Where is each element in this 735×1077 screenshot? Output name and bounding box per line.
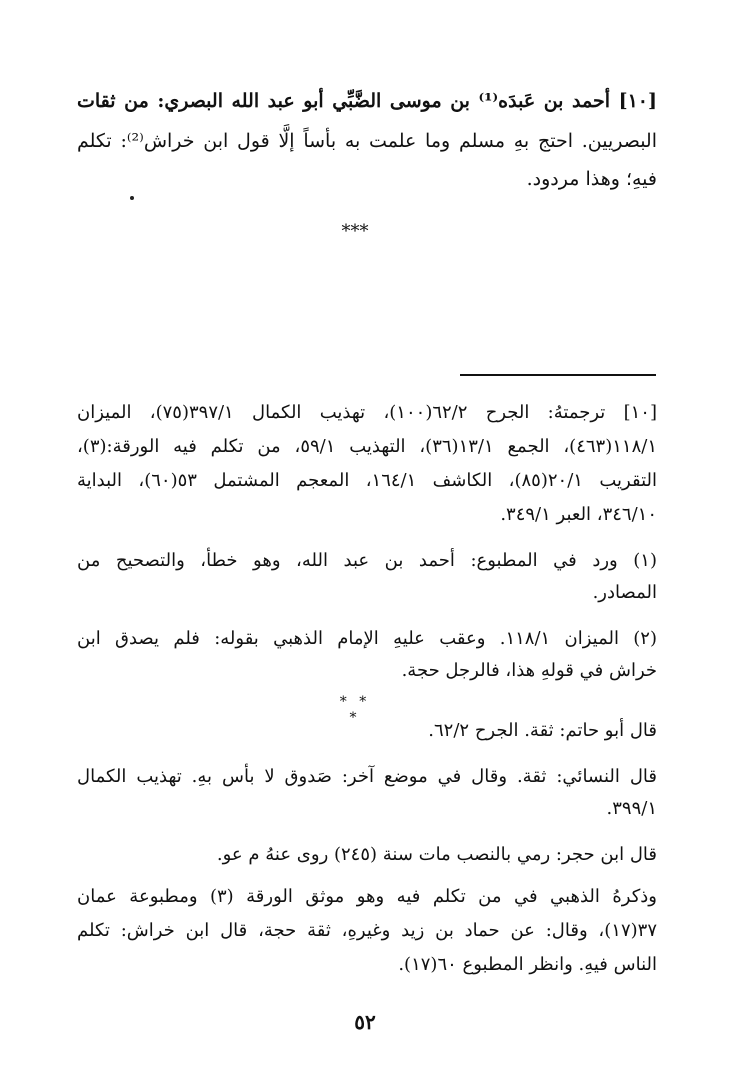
entry-line-2: البصريين. احتج بهِ مسلم وما علمت به بأساً إلَّا قول ابن خراش⁽²⁾: تكلم <box>77 130 657 152</box>
entry-line-1: [١٠] أحمد بن عَبدَه⁽¹⁾ بن موسى الضَّبِّي أبو عبد الله البصري: من ثقات <box>77 90 657 112</box>
section-ornament: *** <box>341 221 369 242</box>
addition-4-line-2: ٣٧(١٧)، وقال: عن حماد بن زيد وغيرهِ، ثقة حجة، قال ابن خراش: تكلم <box>77 920 657 941</box>
translation-line-1: [١٠] ترجمتهُ: الجرح ٦٢/٢(١٠٠)، تهذيب الكمال ٣٩٧/١(٧٥)، الميزان <box>77 402 657 423</box>
footnote-1-line-2: المصادر. <box>592 582 657 603</box>
stray-dot <box>130 196 134 200</box>
addition-2-line-2: ٣٩٩/١. <box>606 798 657 819</box>
addition-2-line-1: قال النسائي: ثقة. وقال في موضع آخر: صَدوق لا بأس بهِ. تهذيب الكمال <box>77 766 657 787</box>
addition-1: قال أبو حاتم: ثقة. الجرح ٦٢/٢. <box>428 720 657 741</box>
addition-4-line-3: الناس فيهِ. وانظر المطبوع ٦٠(١٧). <box>398 954 657 975</box>
translation-line-3: التقريب ٢٠/١(٨٥)، الكاشف ١٦٤/١، المعجم المشتمل ٥٣(٦٠)، البداية <box>77 470 657 491</box>
addition-4-line-1: وذكرهُ الذهبي في من تكلم فيه وهو موثق الورقة (٣) ومطبوعة عمان <box>77 886 657 907</box>
separator: * * * <box>339 694 371 726</box>
translation-line-4: ٣٤٦/١٠، العبر ٣٤٩/١. <box>500 504 657 525</box>
footnote-2-line-2: خراش في قولهِ هذا، فالرجل حجة. <box>401 660 657 681</box>
footnote-1-line-1: (١) ورد في المطبوع: أحمد بن عبد الله، وهو خطأ، والتصحيح من <box>77 550 657 571</box>
footnote-rule <box>460 374 656 376</box>
addition-3: قال ابن حجر: رمي بالنصب مات سنة (٢٤٥) روى عنهُ م عو. <box>216 844 657 865</box>
translation-line-2: ١١٨/١(٤٦٣)، الجمع ١٣/١(٣٦)، التهذيب ٥٩/١، من تكلم فيه الورقة:(٣)، <box>77 436 657 457</box>
page-number: ٥٢ <box>354 1010 376 1034</box>
entry-line-3: فيهِ؛ وهذا مردود. <box>526 168 657 190</box>
footnote-2-line-1: (٢) الميزان ١١٨/١. وعقب عليهِ الإمام الذهبي بقوله: فلم يصدق ابن <box>77 628 657 649</box>
